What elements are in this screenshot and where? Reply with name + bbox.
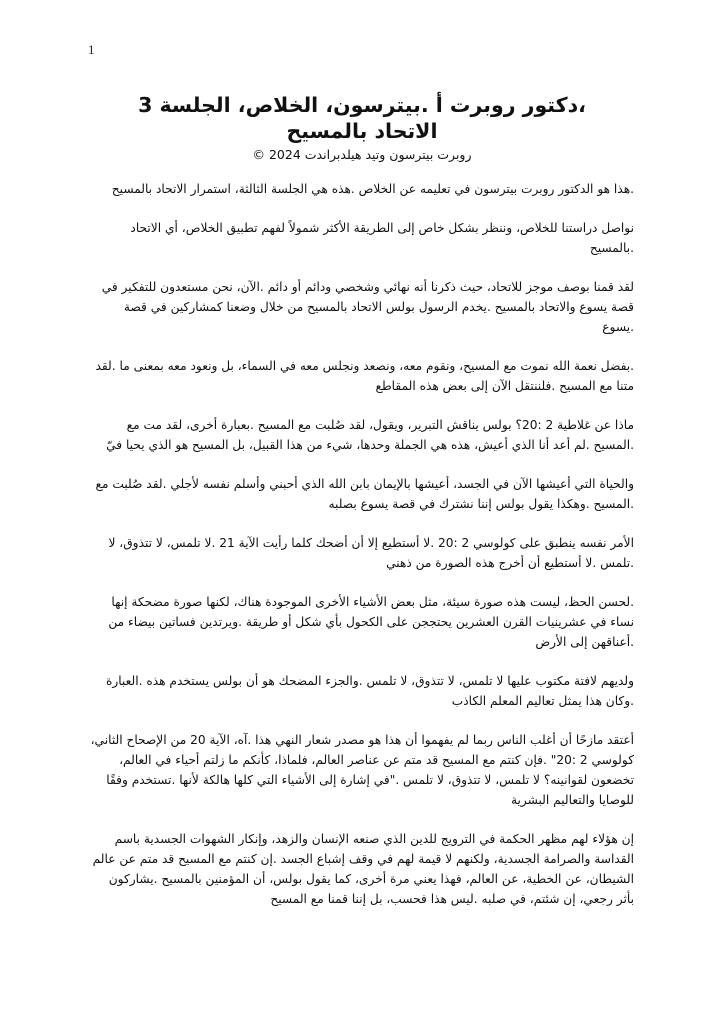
paragraph: .هذا هو الدكتور روبرت بيترسون في تعليمه عن الخلاص .هذه هي الجلسة الثالثة، استمرار الاتحاد بالمسيح — [111, 182, 634, 196]
title-line-1: ،دكتور روبرت أ .بيترسون، الخلاص، الجلسة 3 — [138, 93, 586, 117]
document-body — [90, 92, 634, 928]
page-number: 1 — [88, 42, 95, 57]
paragraph: والحياة التي أعيشها الآن في الجسد، أعيشها بالإيمان بابن الله الذي أحبني وأسلم نفسه لأجلي .لقد صُلبت مع .المسيح .وهكذا يقول بولس إننا نشترك في قصة يسوع بصلبه — [95, 477, 634, 511]
paragraph: .بفضل نعمة الله نموت مع المسيح، ونقوم معه، ونصعد ونجلس معه في السماء، بل ونعود معه بمعنى ما .لقد متنا مع المسيح .فلننتقل الآن إلى بعض هذه المقاطع — [95, 359, 634, 393]
paragraph: الأمر نفسه ينطبق على كولوسي 2 :20 .لا أستطيع إلا أن أضحك كلما رأيت الآية 21 .لا تلمس، لا تتذوق، لا .تلمس .لا أستطيع أن أخرج هذه الصورة من ذهني — [108, 536, 634, 570]
title-line-2: الاتحاد بالمسيح — [286, 119, 438, 143]
paragraph: إن هؤلاء لهم مظهر الحكمة في الترويج للدين الذي صنعه الإنسان والزهد، وإنكار الشهوات الجسدية باسم القداسة والصرامة الجسدية، ولكنهم لا قيمة لهم في وقف إشباع الجسد .إن كنتم مع المسيح قد متم عن عالم الشيطان، عن الخطية، عن العالم، فهذا يعني مرة أخرى، كما يقول بولس، أن المؤمنين بالمسيح .يشاركون بأثر رجعي، إن شئتم، في صلبه .ليس هذا فحسب، بل إننا قمنا مع المسيح — [92, 832, 634, 906]
paragraph: ولديهم لافتة مكتوب عليها لا تلمس، لا تتذوق، لا تلمس .والجزء المضحك هو أن بولس يستخدم هذه .العبارة .وكان هذا يمثل تعاليم المعلم الكاذب — [105, 674, 634, 708]
paragraph: ماذا عن غلاطية 2 :20؟ بولس يناقش التبرير، ويقول، لقد صُلبت مع المسيح .بعبارة أخرى، لقد مت مع .المسيح .لم أعد أنا الذي أعيش، هذه هي الجملة وحدها، شيء من هذا القبيل، بل المسيح هو الذي يحيا فيّ — [106, 418, 634, 452]
paragraph: .لحسن الحظ، ليست هذه صورة سيئة، مثل بعض الأشياء الأخرى الموجودة هناك، لكنها صورة مضحكة إنها نساء في عشرينيات القرن العشرين يحتججن على الكحول بأي شكل أو طريقة .ويرتدين فساتين بيضاء من .أعناقهن إلى الأرض — [108, 595, 634, 649]
paragraph: أعتقد مازحًا أن أغلب الناس ربما لم يفهموا أن هذا هو مصدر شعار النهي هذا .آه، الآية 20 من الإصحاح الثاني، كولوسي 2 :20" .فإن كنتم مع المسيح قد متم عن عناصر العالم، فلماذا، كأنكم ما زلتم أحياء في العالم، تخضعون لقوانينه؟ لا تلمس، لا تتذوق، لا تلمس ."في إشارة إلى الأشياء التي كلها هالكة لأنها .تستخدم وفقًا للوصايا والتعاليم البشرية — [90, 733, 634, 807]
document-title — [90, 92, 634, 144]
paragraph: لقد قمنا بوصف موجز للاتحاد، حيث ذكرنا أنه نهائي وشخصي ودائم أو دائم .الآن، نحن مستعدون للتفكير في قصة يسوع والاتحاد بالمسيح .يخدم الرسول بولس الاتحاد بالمسيح من خلال وضعنا كمشاركين في قصة .يسوع — [101, 280, 634, 334]
copyright-line: روبرت بيترسون وتيد هيلدبراندت 2024 © — [252, 147, 472, 162]
paragraph: نواصل دراستنا للخلاص، وننظر بشكل خاص إلى الطريقة الأكثر شمولاً لفهم تطبيق الخلاص، أي الاتحاد .بالمسيح — [130, 221, 634, 255]
